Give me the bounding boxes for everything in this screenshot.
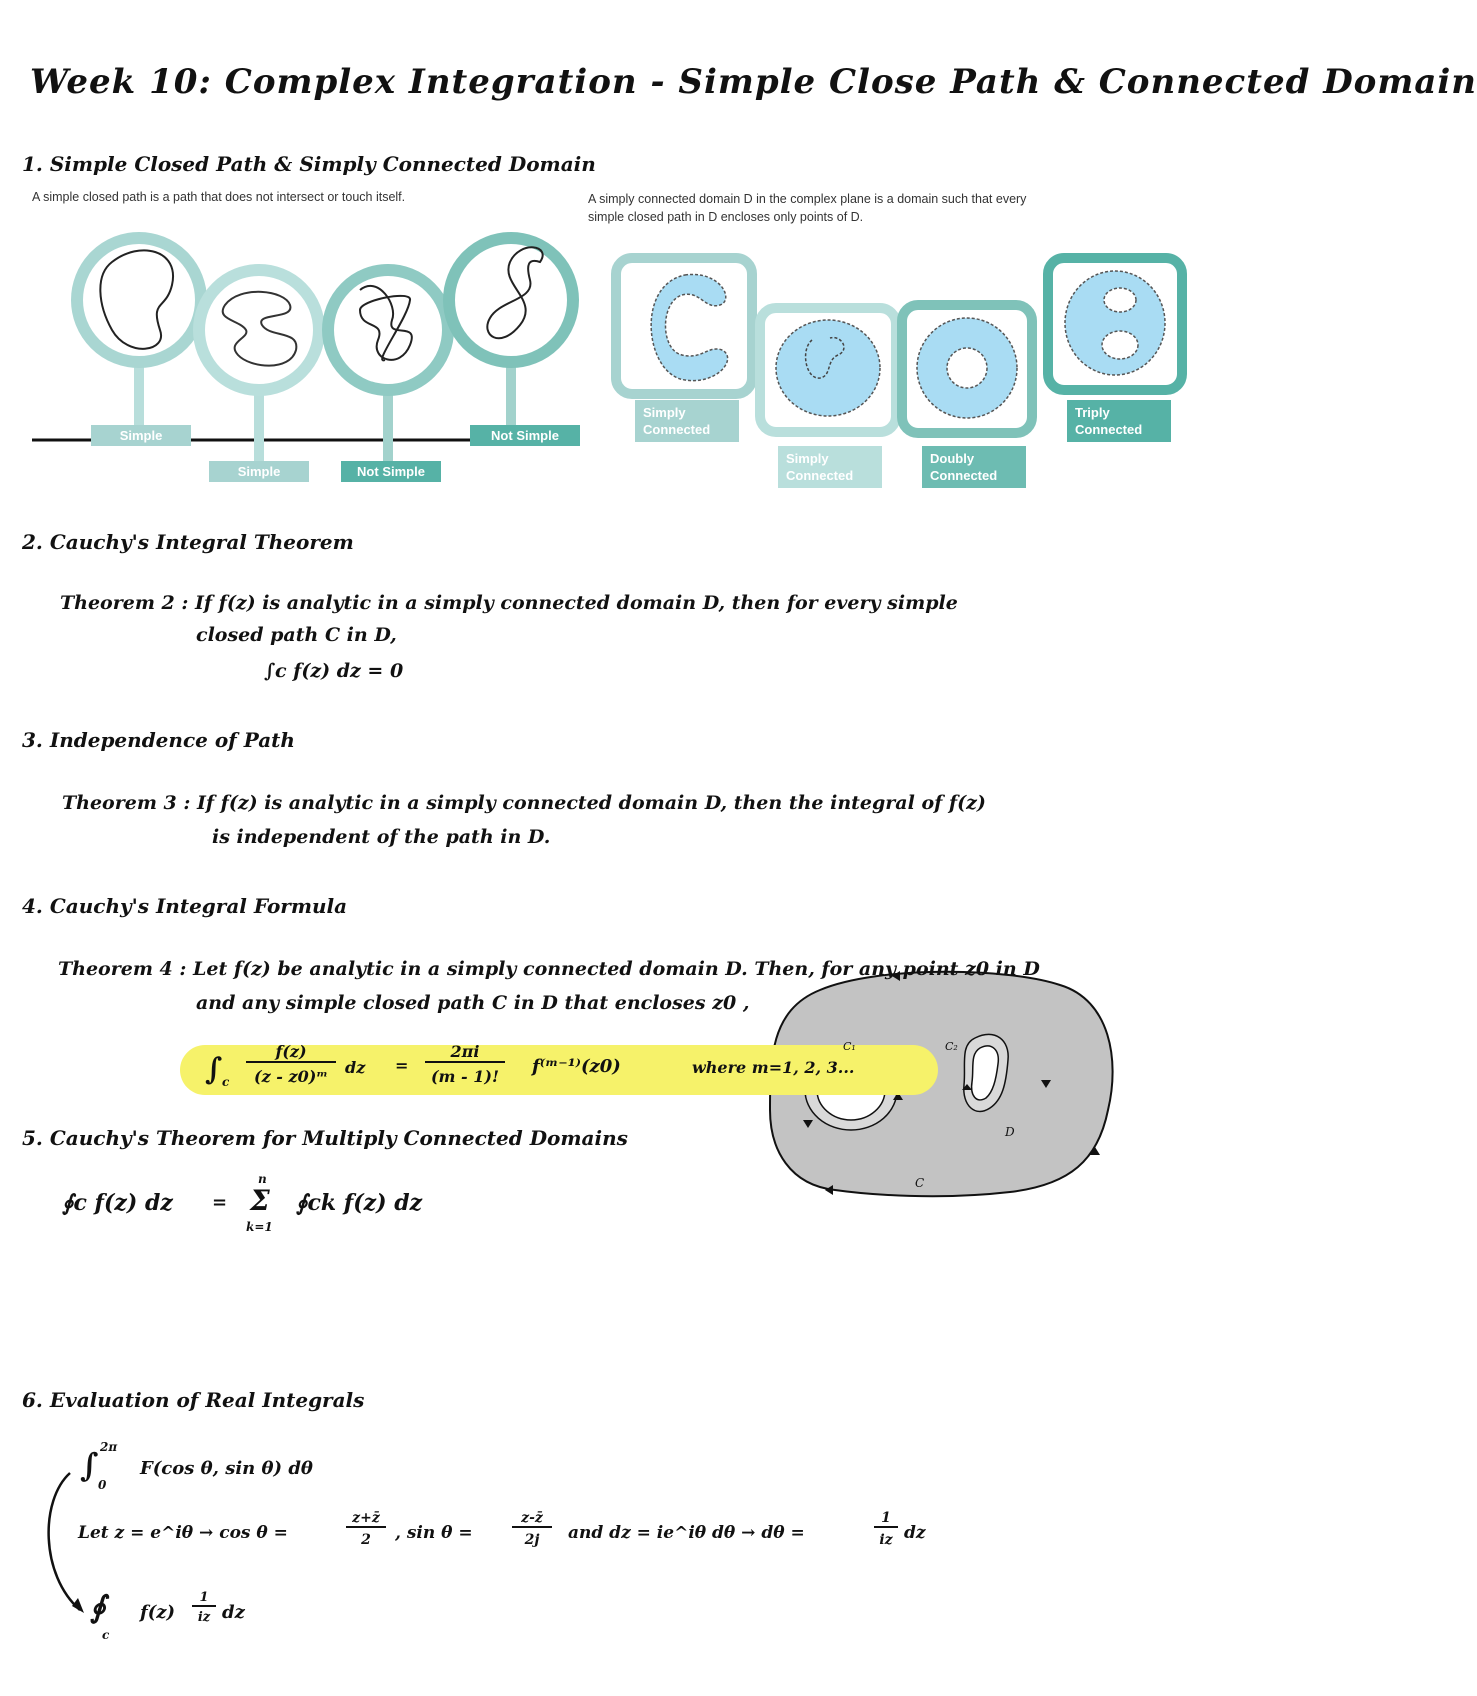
substitution-let: Let z = e^iθ → cos θ = [78,1523,288,1543]
theorem-4-line-2: and any simple closed path C in D that encloses z0 , [196,992,750,1014]
theorem-3-line-1: Theorem 3 : If f(z) is analytic in a simply connected domain D, then the integral of f(z) [62,792,986,814]
section-1-heading: 1. Simple Closed Path & Simply Connected Domain [22,152,596,176]
theorem-2-line-1: Theorem 2 : If f(z) is analytic in a simply connected domain D, then for every simple [60,592,958,614]
cos-numerator: z+z̄ [346,1510,386,1528]
figure-label-d: D [1005,1125,1015,1139]
formula-where-clause: where m=1, 2, 3... [692,1058,855,1077]
simply-connected-caption-line-1: A simply connected domain D in the complex plane is a domain such that every [588,192,1027,206]
real-integral-lower: 0 [98,1478,107,1492]
sum-sign: Σ [250,1184,270,1217]
formula-f-denominator: (z - z0)ᵐ [254,1067,328,1086]
tag-not-simple-2: Not Simple [470,425,580,446]
sin-denominator: 2j [524,1532,540,1548]
tag-line: Triply [1075,405,1110,420]
multiply-formula-right: ∮ck f(z) dz [296,1190,423,1216]
tag-simply-connected-2 [778,446,882,488]
section-4-heading: 4. Cauchy's Integral Formula [22,894,348,918]
tag-line: Doubly [930,451,975,466]
dtheta-numerator: 1 [874,1510,898,1528]
tag-line: Connected [930,468,998,483]
tag-simple-2: Simple [209,461,309,482]
section-3-heading: 3. Independence of Path [22,728,295,752]
tag-line: Simply [643,405,686,420]
multiply-formula-equals: = [212,1192,228,1213]
dtheta-denominator: iz [879,1532,893,1548]
sum-lower-limit: k=1 [246,1220,273,1234]
substitution-arrow [49,1473,80,1610]
formula-equals: = [395,1056,409,1075]
sin-numerator: z-z̄ [512,1510,552,1528]
theorem-3-line-2: is independent of the path in D. [212,826,551,848]
tag-line: Connected [1075,422,1143,437]
simply-connected-ellipse-domain [776,320,880,416]
tag-not-simple-1: Not Simple [341,461,441,482]
theorem-4-line-1: Theorem 4 : Let f(z) be analytic in a simply connected domain D. Then, for any point z0 in D [58,958,1040,980]
theorem-2-formula: ∫c f(z) dz = 0 [264,660,404,682]
formula-dz: dz [345,1058,366,1077]
section-6-heading: 6. Evaluation of Real Integrals [22,1388,365,1412]
triply-connected-hole-1 [1104,288,1136,312]
triply-connected-hole-2 [1102,331,1138,359]
dtheta-tail: dz [904,1523,926,1543]
formula-r-numerator: 2πi [425,1042,505,1063]
real-integral-upper: 2π [100,1440,118,1454]
theorem-2-line-2: closed path C in D, [196,624,397,646]
formula-r-denominator: (m - 1)! [430,1067,499,1086]
formula-f-numerator: f(z) [246,1042,336,1063]
contour-integral-sign: ∮ [90,1590,106,1625]
dtheta-text: and dz = ie^iθ dθ → dθ = [568,1523,805,1543]
sin-text: , sin θ = [395,1523,473,1543]
integral-subscript-c: c [222,1075,230,1089]
doubly-connected-hole [947,348,987,388]
section-2-heading: 2. Cauchy's Integral Theorem [22,530,354,554]
simply-connected-caption-line-2: simple closed path in D encloses only points of D. [588,210,864,224]
figure-label-c2: C₂ [945,1040,958,1053]
page-title: Week 10: Complex Integration - Simple Close Path & Connected Domain [30,62,1477,102]
triply-connected-domain [1065,271,1165,375]
final-dz: dz [222,1602,245,1623]
cos-denominator: 2 [361,1532,371,1548]
section-5-heading: 5. Cauchy's Theorem for Multiply Connected Domains [22,1126,628,1150]
final-fz: f(z) [140,1602,175,1623]
final-denominator: iz [197,1610,211,1625]
real-integral-sign: ∫ [80,1446,99,1484]
tag-line: Simply [786,451,829,466]
figure-label-c1: C₁ [843,1040,856,1053]
tag-simply-connected-1 [635,400,739,442]
tag-triply-connected [1067,400,1171,442]
formula-derivative: f⁽ᵐ⁻¹⁾(z0) [532,1056,621,1077]
final-numerator: 1 [192,1590,216,1607]
tag-line: Connected [643,422,711,437]
figure-label-c: C [915,1176,925,1190]
tag-line: Connected [786,468,854,483]
tag-simple-1: Simple [91,425,191,446]
integral-sign: ∫ [205,1052,223,1087]
multiply-formula-left: ∮c f(z) dz [62,1190,173,1216]
sum-upper-limit: n [258,1172,267,1186]
simple-path-caption: A simple closed path is a path that does not intersect or touch itself. [32,190,406,204]
contour-subscript: c [102,1628,110,1642]
tag-doubly-connected [922,446,1026,488]
real-integrand: F(cos θ, sin θ) dθ [140,1458,313,1479]
